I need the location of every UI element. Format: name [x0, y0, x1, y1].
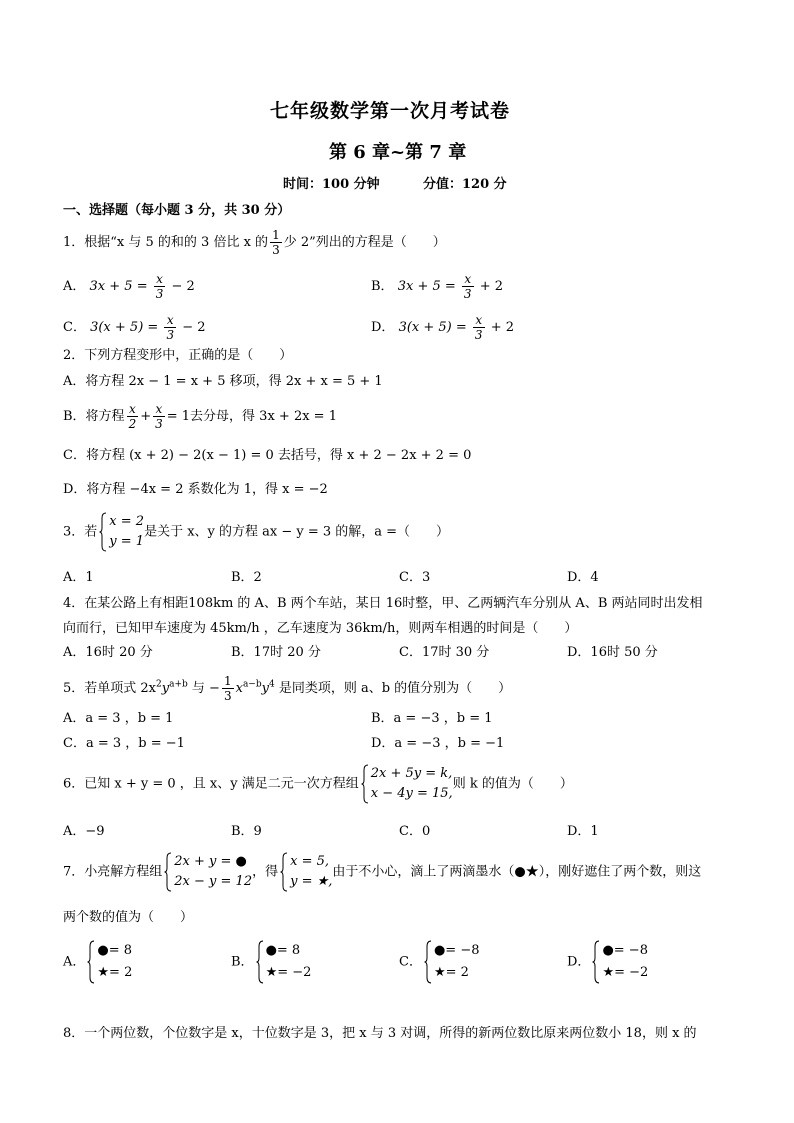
q6-option-b[interactable]: B．9 [231, 824, 262, 839]
question-4-line1: 4．在某公路上有相距108km 的 A、B 两个车站，某日 16时整，甲、乙两辆汽车分别从 A、B 两站同时出发相 [63, 596, 703, 611]
q3-option-c[interactable]: C．3 [399, 570, 431, 585]
q7-b-row1: ●= 8 [265, 943, 301, 958]
q1-a-den: 3 [155, 287, 164, 301]
exam-score: 分值：120 分 [423, 177, 507, 192]
q2-b-den2: 3 [155, 417, 163, 431]
q2-b-num2: x [153, 402, 165, 417]
q3-option-d[interactable]: D．4 [567, 570, 599, 585]
q1-option-b[interactable] [371, 272, 503, 301]
q2-option-b[interactable] [63, 402, 337, 431]
q7-option-c[interactable] [399, 940, 480, 984]
q1-d-frac [473, 313, 485, 342]
q1-b-right: + 2 [479, 279, 503, 294]
q6-row2: x − 4y = 15, [370, 786, 453, 801]
q2-option-a[interactable]: A．将方程 2x − 1 = x + 5 移项，得 2x + x = 5 + 1 [63, 374, 383, 389]
q5-option-a[interactable]: A．a = 3 ，b = 1 [63, 711, 174, 726]
q6-option-d[interactable]: D．1 [567, 824, 599, 839]
exam-time: 时间：100 分钟 [283, 177, 380, 192]
q7-system1 [164, 852, 252, 892]
q5-frac-num: 1 [223, 674, 232, 688]
q1-a-num: x [154, 272, 166, 287]
q2-b-frac2 [153, 402, 165, 431]
q1-a-frac [154, 272, 166, 301]
q7-option-b[interactable] [231, 940, 311, 984]
question-6-stem [63, 764, 573, 804]
q7-eq2: 2x − y = 12 [174, 874, 253, 889]
q5-part-e: y [261, 681, 269, 696]
q5-part-f: 是同类项，则 a、b 的值分别为（ ） [274, 681, 512, 696]
q7-sol2: y = ★, [290, 874, 333, 889]
q1-d-left: 3(x + 5) = [398, 320, 467, 335]
brace-icon [361, 764, 369, 804]
q5-part-d: x [235, 681, 243, 696]
question-3-stem [63, 512, 449, 552]
q2-option-c[interactable]: C．将方程 (x + 2) − 2(x − 1) = 0 去括号，得 x + 2 − 2x + 2 = 0 [63, 448, 472, 463]
brace-icon [424, 940, 432, 984]
q5-part-a: 5．若单项式 2x [63, 681, 157, 696]
q7-d-row2: ★= −2 [602, 965, 649, 980]
q6-system [361, 764, 453, 804]
q7-suffix: 由于不小心，滴上了两滴墨水（●★），刚好遮住了两个数，则这 [332, 864, 702, 880]
q1-fraction [270, 228, 282, 257]
q5-part-b: y [161, 681, 170, 696]
q7-a-label: A． [63, 954, 86, 970]
brace-icon [592, 940, 600, 984]
exam-subtitle: 第 6 章~第 7 章 [329, 142, 467, 163]
q2-b-den1: 2 [128, 417, 137, 431]
q6-suffix: 则 k 的值为（ ） [452, 776, 573, 792]
q2-option-d[interactable]: D．将方程 −4x = 2 系数化为 1，得 x = −2 [63, 482, 328, 497]
q7-prefix: 7．小亮解方程组 [63, 864, 163, 880]
q6-row1: 2x + 5y = k, [370, 766, 453, 781]
q7-c-row1: ●= −8 [433, 943, 480, 958]
q1-c-frac [164, 313, 176, 342]
q7-option-d[interactable] [567, 940, 648, 984]
q1-stem-part1: 1．根据“x 与 5 的和的 3 倍比 x 的 [63, 235, 269, 250]
q5-sup4: 4 [268, 679, 275, 690]
q7-a-system [87, 940, 132, 984]
q5-frac-den: 3 [223, 689, 232, 703]
q4-option-d[interactable]: D．16时 50 分 [567, 645, 658, 660]
q2-b-frac1 [127, 402, 139, 431]
q3-system [99, 512, 144, 552]
q2-b-part2: = 1去分母，得 3x + 2x = 1 [166, 409, 337, 424]
q5-part-c: 与 − [187, 681, 220, 696]
q7-d-row1: ●= −8 [602, 943, 648, 958]
question-4-line2: 向而行，已知甲车速度为 45km/h ，乙车速度为 36km/h，则两车相遇的时间是（ ） [63, 621, 578, 636]
q1-d-num: x [473, 313, 485, 328]
q6-option-a[interactable]: A．−9 [63, 824, 105, 839]
q7-b-label: B． [231, 954, 254, 970]
q6-prefix: 6．已知 x + y = 0 ，且 x、y 满足二元一次方程组 [63, 776, 359, 792]
q7-eq1: 2x + y = ● [174, 854, 247, 869]
q1-b-frac [462, 272, 474, 301]
q5-option-d[interactable]: D．a = −3 ，b = −1 [371, 736, 505, 751]
q7-mid: ，得 [252, 864, 279, 880]
q7-c-row2: ★= 2 [433, 965, 469, 980]
q7-option-a[interactable] [63, 940, 132, 984]
q7-c-label: C． [399, 954, 422, 970]
brace-icon [256, 940, 264, 984]
brace-icon [99, 512, 107, 552]
q3-option-b[interactable]: B．2 [231, 570, 262, 585]
q5-sup2: a+b [169, 679, 188, 690]
q1-d-label: D． [371, 320, 395, 335]
q4-option-c[interactable]: C．17时 30 分 [399, 645, 490, 660]
q1-frac-den: 3 [272, 243, 280, 257]
q1-c-label: C． [63, 320, 86, 335]
q1-option-a[interactable] [63, 272, 195, 301]
q1-option-d[interactable] [371, 313, 514, 342]
q1-d-right: + 2 [490, 320, 514, 335]
q7-c-system [424, 940, 480, 984]
q1-c-right: − 2 [182, 320, 206, 335]
section-heading: 一、选择题（每小题 3 分，共 30 分） [63, 203, 291, 218]
q7-b-row2: ★= −2 [265, 965, 312, 980]
question-7-stem [63, 852, 701, 892]
q1-b-label: B． [371, 279, 394, 294]
q1-stem-part2: 少 2”列出的方程是（ ） [283, 235, 446, 250]
q1-b-num: x [462, 272, 474, 287]
q5-sup1: 2 [156, 679, 162, 690]
q1-frac-num: 1 [272, 228, 280, 242]
q3-suffix: 是关于 x、y 的方程 ax − y = 3 的解，a =（ ） [144, 524, 450, 540]
q1-b-left: 3x + 5 = [397, 279, 456, 294]
brace-icon [280, 852, 288, 892]
brace-icon [87, 940, 95, 984]
q3-prefix: 3．若 [63, 524, 98, 540]
q5-option-c[interactable]: C．a = 3 ，b = −1 [63, 736, 185, 751]
q1-c-left: 3(x + 5) = [90, 320, 159, 335]
brace-icon [164, 852, 172, 892]
exam-title: 七年级数学第一次月考试卷 [270, 100, 511, 122]
q2-b-plus: + [140, 409, 152, 424]
q1-c-num: x [164, 313, 176, 328]
q1-d-den: 3 [474, 328, 483, 342]
q1-b-den: 3 [463, 287, 472, 301]
q7-system2 [280, 852, 332, 892]
question-8-line1: 8．一个两位数，个位数字是 x，十位数字是 3，把 x 与 3 对调，所得的新两位数比原来两位数小 18，则 x 的 [63, 1026, 697, 1041]
q5-sup3: a−b [242, 679, 262, 690]
q7-d-system [592, 940, 648, 984]
q6-option-c[interactable]: C．0 [399, 824, 431, 839]
q3-row1: x = 2 [109, 514, 145, 529]
q7-d-label: D． [567, 954, 591, 970]
q4-option-b[interactable]: B．17时 20 分 [231, 645, 321, 660]
q5-option-b[interactable]: B．a = −3 ，b = 1 [371, 711, 493, 726]
q7-b-system [256, 940, 312, 984]
q7-sol1: x = 5, [290, 854, 330, 869]
q7-a-row1: ●= 8 [97, 943, 133, 958]
question-5-stem [63, 674, 511, 703]
question-1-stem [63, 228, 446, 257]
q7-a-row2: ★= 2 [97, 965, 133, 980]
question-2-stem: 2．下列方程变形中，正确的是（ ） [63, 348, 293, 363]
q2-b-part1: B．将方程 [63, 409, 125, 424]
q2-b-num1: x [127, 402, 139, 417]
q1-option-c[interactable] [63, 313, 206, 342]
question-7-line2: 两个数的值为（ ） [63, 910, 194, 925]
q3-row2: y = 1 [109, 534, 145, 549]
q3-option-a[interactable]: A．1 [63, 570, 94, 585]
q4-option-a[interactable]: A．16时 20 分 [63, 645, 153, 660]
q1-c-den: 3 [166, 328, 175, 342]
q1-a-right: − 2 [171, 279, 195, 294]
q1-a-label: A． [63, 279, 86, 294]
q5-fraction [222, 674, 234, 703]
q1-a-left: 3x + 5 = [89, 279, 148, 294]
